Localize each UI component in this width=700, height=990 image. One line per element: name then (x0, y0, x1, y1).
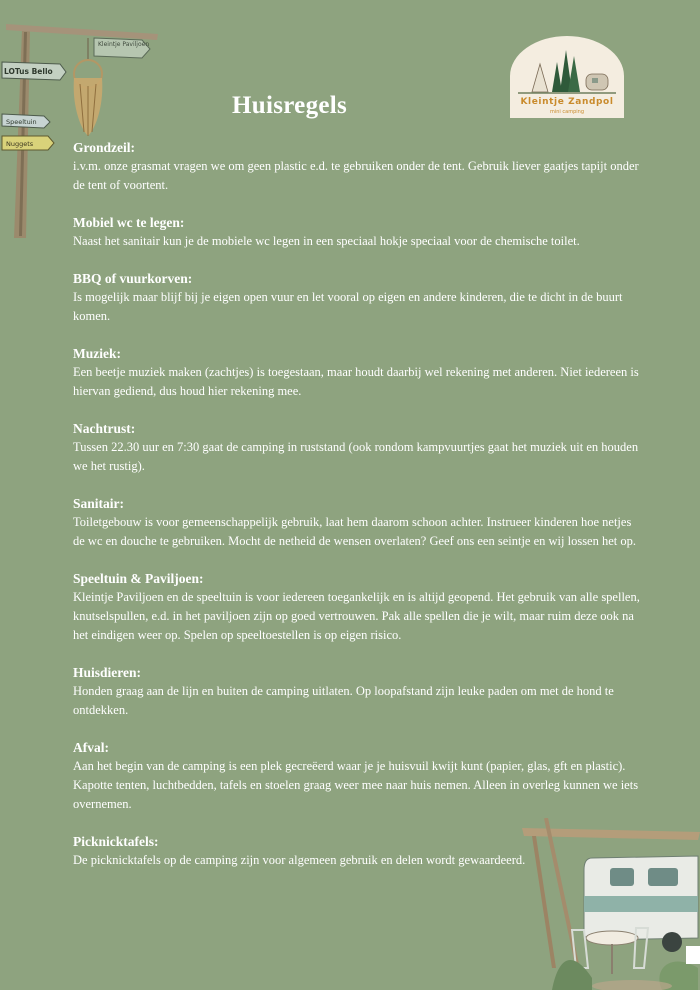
rule-heading: BBQ of vuurkorven: (73, 271, 193, 286)
rule-text: Tussen 22.30 uur en 7:30 gaat de camping in ruststand (ook rondom kampvuurtjes gaat het muziek uit en houden we het rustig). (73, 440, 639, 473)
rule-heading: Nachtrust: (73, 421, 136, 436)
rule-item (73, 569, 643, 645)
sign-kleintje-paviljoen (94, 38, 150, 58)
rule-heading: Speeltuin & Paviljoen: (73, 571, 204, 586)
svg-text:Speeltuin: Speeltuin (6, 118, 37, 126)
rule-text: Toiletgebouw is voor gemeenschappelijk gebruik, laat hem daarom schoon achter. Instrueer kinderen hoe netjes de wc en douche te gebruiken. Mocht de netheid de wensen overlaten? Geef ons een seintje en wij lossen het op. (73, 515, 637, 548)
rule-text: Honden graag aan de lijn en buiten de camping uitlaten. Op loopafstand zijn leuke paden om met de hond te ontdekken. (73, 684, 614, 717)
page-corner-mark (686, 946, 700, 964)
sign-lotus-bello (2, 62, 66, 80)
rule-heading: Sanitair: (73, 496, 125, 511)
svg-text:mini camping: mini camping (550, 109, 584, 115)
sign-nuggets (2, 136, 54, 150)
rule-text: Is mogelijk maar blijf bij je eigen open vuur en let vooral op eigen en andere kinderen, die te dicht in de buurt komen. (73, 290, 623, 323)
camper-illustration (522, 818, 700, 990)
rule-text: Naast het sanitair kun je de mobiele wc legen in een speciaal hokje speciaal voor de chemische toilet. (73, 234, 580, 248)
rule-item (73, 494, 643, 551)
sign-speeltuin (2, 114, 50, 128)
svg-text:Nuggets: Nuggets (6, 140, 34, 148)
rule-heading: Picknicktafels: (73, 834, 159, 849)
rule-heading: Huisdieren: (73, 665, 142, 680)
rule-item (73, 344, 643, 401)
page-title: Huisregels (232, 92, 348, 119)
rule-item (73, 269, 643, 326)
camping-logo (510, 36, 624, 118)
rule-item (73, 419, 643, 476)
rule-heading: Muziek: (73, 346, 121, 361)
rule-item (73, 663, 643, 720)
rule-text: Kleintje Paviljoen en de speeltuin is voor iedereen toegankelijk en is altijd geopend. Het gebruik van alle spellen, knutselspullen, e.d. in het paviljoen zijn op goed vertrouwen. Pak alle spellen die je wilt, maar ruim deze ook na het eindigen weer op. Spelen op speeltoestellen is op eigen risico. (73, 590, 640, 642)
rule-heading: Mobiel wc te legen: (73, 215, 185, 230)
svg-text:LOTus Bello: LOTus Bello (4, 67, 53, 76)
rule-heading: Grondzeil: (73, 140, 135, 155)
rule-item (73, 213, 643, 251)
rule-text: Aan het begin van de camping is een plek gecreëerd waar je je huisvuil kwijt kunt (papier, glas, gft en plastic). Kapotte tenten, luchtbedden, tafels en stoelen graag weer mee naar huis nemen. Alleen in overleg kunnen we iets overnemen. (73, 759, 639, 811)
rule-item (73, 738, 643, 814)
rule-item (73, 138, 643, 195)
svg-text:Kleintje Zandpol: Kleintje Zandpol (520, 97, 614, 107)
svg-text:Kleintje Paviljoen: Kleintje Paviljoen (98, 41, 150, 48)
rule-heading: Afval: (73, 740, 109, 755)
rule-text: De picknicktafels op de camping zijn voor algemeen gebruik en delen wordt gewaardeerd. (73, 853, 526, 867)
rule-text: i.v.m. onze grasmat vragen we om geen plastic e.d. te gebruiken onder de tent. Gebruik liever gaatjes tapijt onder de tent of voortent. (73, 159, 639, 192)
rule-text: Een beetje muziek maken (zachtjes) is toegestaan, maar houdt daarbij wel rekening met anderen. Niet iedereen is hiervan gediend, dus houd hier rekening mee. (73, 365, 639, 398)
rules-list (73, 138, 643, 888)
